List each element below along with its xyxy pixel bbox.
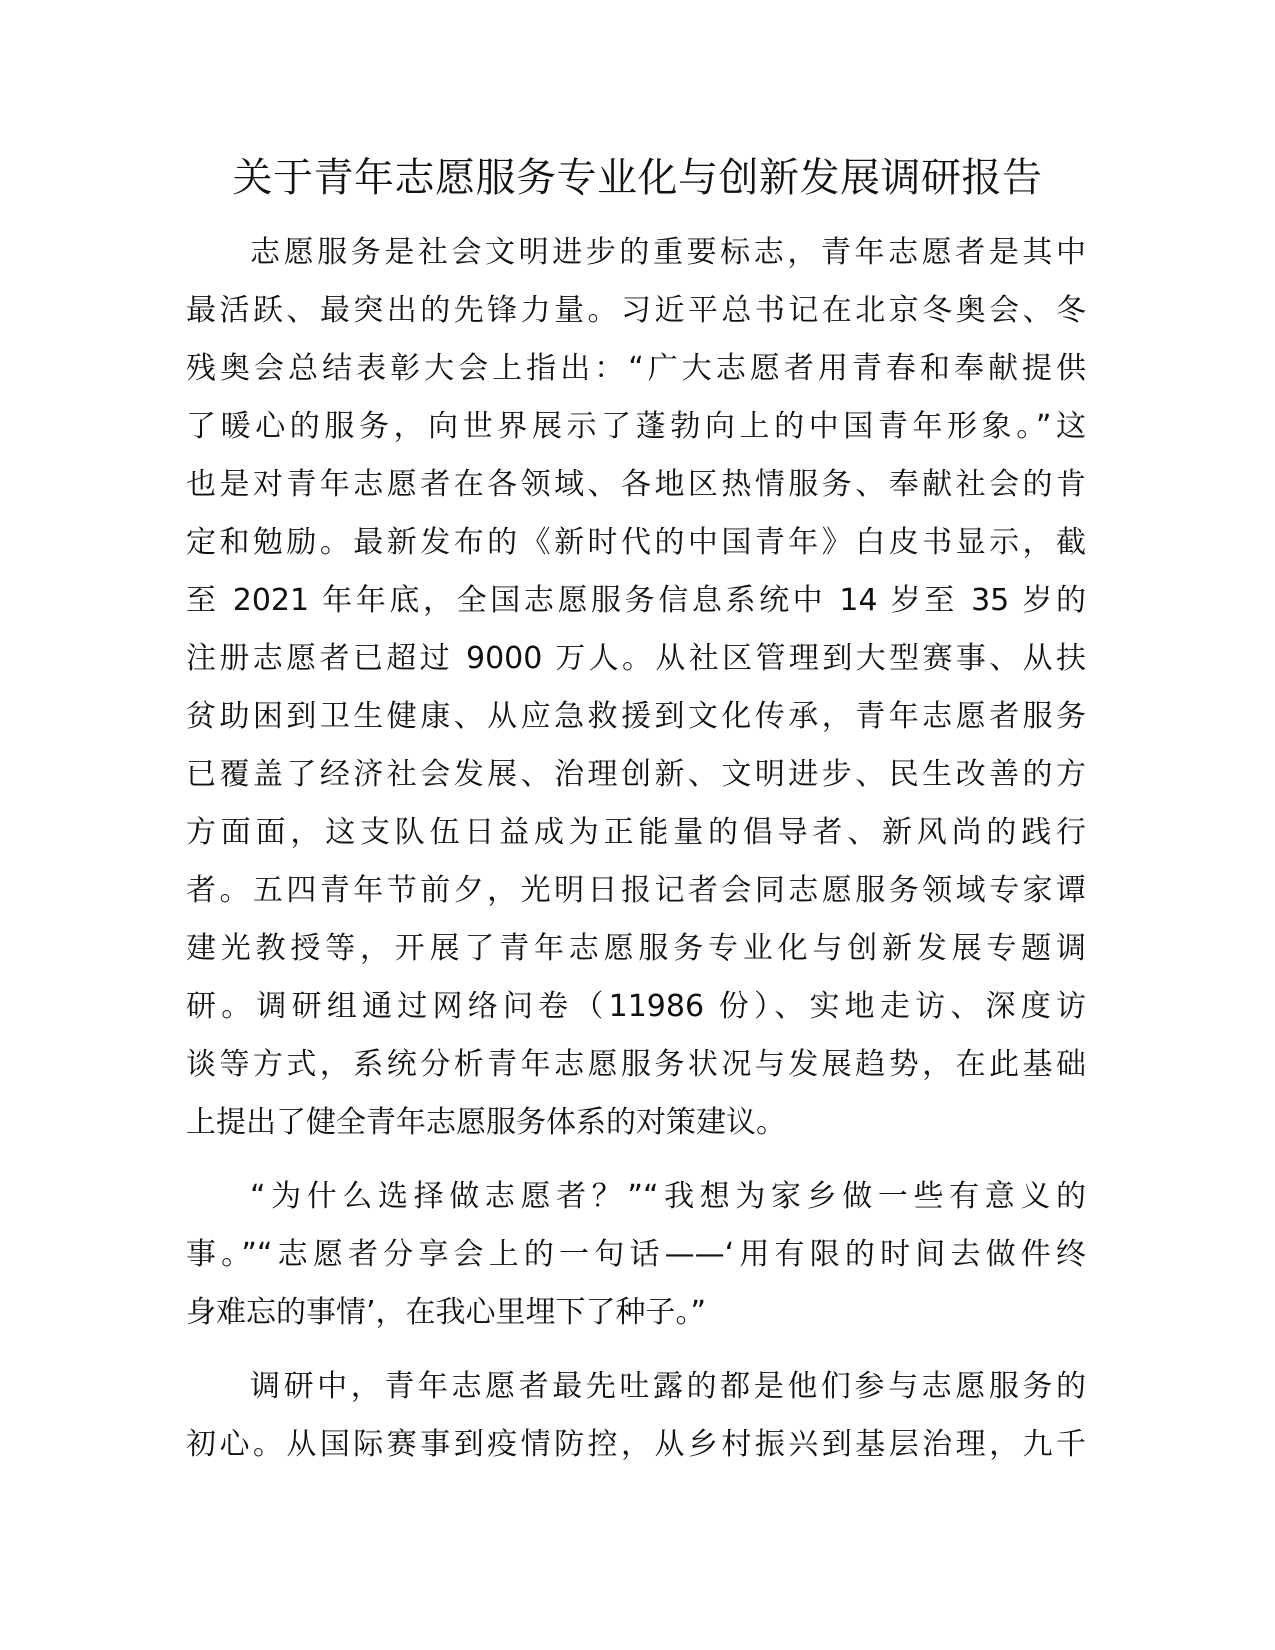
text-line: 谈等方式，系统分析青年志愿服务状况与发展趋势，在此基础 — [186, 1047, 1086, 1082]
text-line: 已覆盖了经济社会发展、治理创新、文明进步、民生改善的方 — [186, 757, 1086, 792]
text-line: 至 2021 年年底，全国志愿服务信息系统中 14 岁至 35 岁的 — [186, 583, 1086, 618]
text-line: 注册志愿者已超过 9000 万人。从社区管理到大型赛事、从扶 — [186, 641, 1086, 676]
text-line: 也是对青年志愿者在各领域、各地区热情服务、奉献社会的肯 — [186, 467, 1086, 502]
text-line: 研。调研组通过网络问卷（11986 份）、实地走访、深度访 — [186, 989, 1086, 1024]
text-line: 了暖心的服务，向世界展示了蓬勃向上的中国青年形象。”这 — [186, 409, 1086, 444]
paragraph-2 — [186, 1168, 1086, 1342]
text-line: 方面面，这支队伍日益成为正能量的倡导者、新风尚的践行 — [186, 815, 1086, 850]
text-line: 上提出了健全青年志愿服务体系的对策建议。 — [186, 1105, 786, 1140]
document-body — [186, 224, 1086, 1490]
text-line: 定和勉励。最新发布的《新时代的中国青年》白皮书显示，截 — [186, 525, 1086, 560]
text-line: 初心。从国际赛事到疫情防控，从乡村振兴到基层治理，九千 — [186, 1427, 1086, 1462]
text-line: 身难忘的事情’，在我心里埋下了种子。” — [186, 1295, 707, 1330]
text-line: “为什么选择做志愿者？”“我想为家乡做一些有意义的 — [250, 1179, 1086, 1214]
document-title: 关于青年志愿服务专业化与创新发展调研报告 — [232, 155, 1043, 201]
text-line: 最活跃、最突出的先锋力量。习近平总书记在北京冬奥会、冬 — [186, 293, 1086, 328]
text-line: 调研中，青年志愿者最先吐露的都是他们参与志愿服务的 — [250, 1369, 1086, 1404]
text-line: 建光教授等，开展了青年志愿服务专业化与创新发展专题调 — [186, 931, 1086, 966]
text-line: 贫助困到卫生健康、从应急救援到文化传承，青年志愿者服务 — [186, 699, 1086, 734]
text-line: 事。”“志愿者分享会上的一句话——‘用有限的时间去做件终 — [186, 1237, 1086, 1272]
text-line: 者。五四青年节前夕，光明日报记者会同志愿服务领域专家谭 — [186, 873, 1086, 908]
text-line: 志愿服务是社会文明进步的重要标志，青年志愿者是其中 — [250, 235, 1086, 270]
paragraph-1 — [186, 224, 1086, 1152]
paragraph-3 — [186, 1358, 1086, 1474]
text-line: 残奥会总结表彰大会上指出：“广大志愿者用青春和奉献提供 — [186, 351, 1086, 386]
